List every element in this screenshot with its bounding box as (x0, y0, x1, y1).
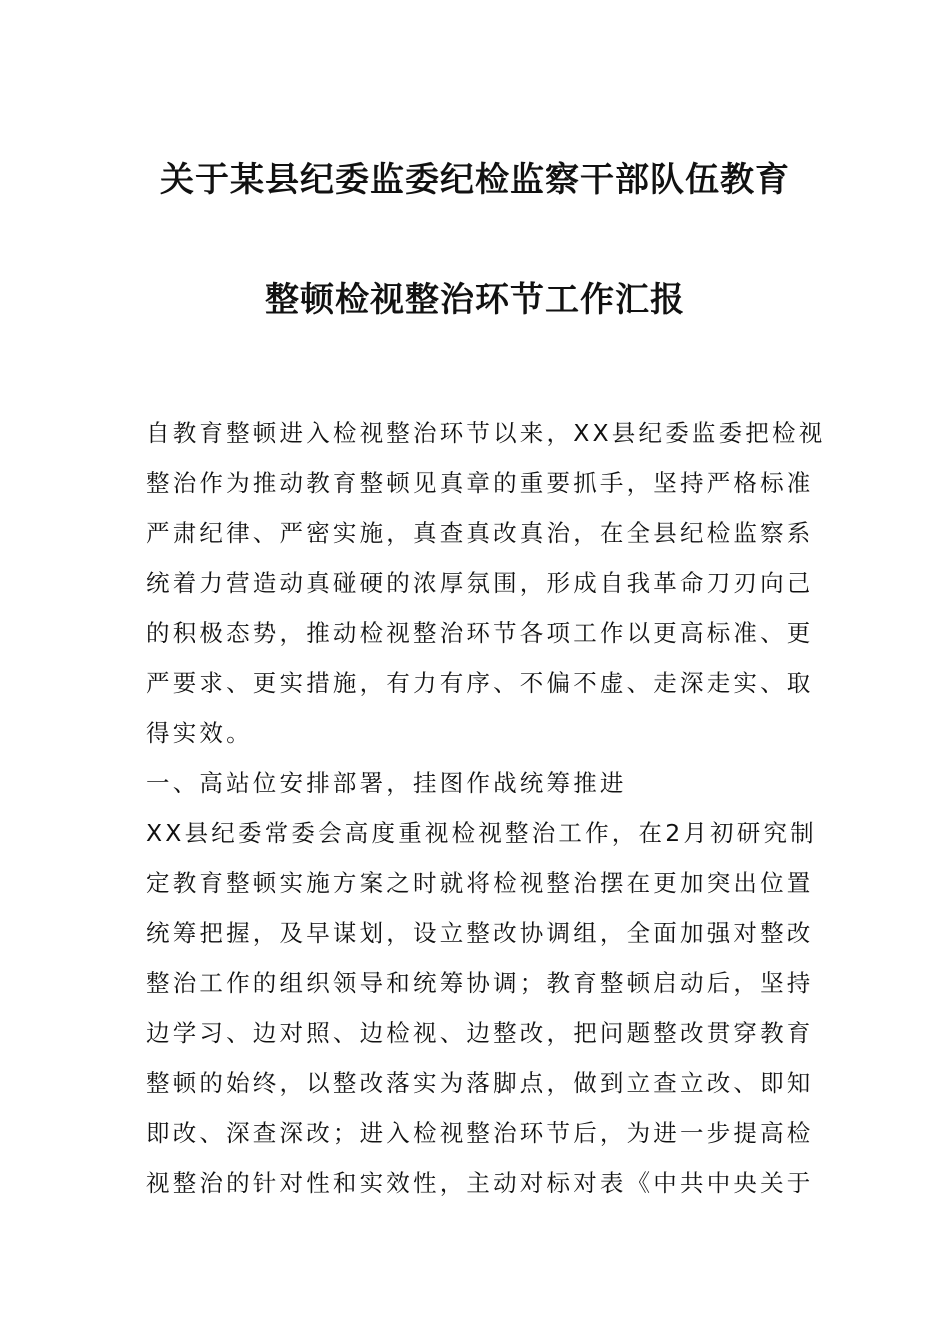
text-line: 的积极态势，推动检视整治环节各项工作以更高标准、更 (146, 619, 814, 647)
document-body (146, 408, 826, 1208)
text-line: 定教育整顿实施方案之时就将检视整治摆在更加突出位置 (146, 869, 814, 897)
text-line: 严要求、更实措施，有力有序、不偏不虚、走深走实、取 (146, 669, 814, 697)
text-line: 整顿的始终，以整改落实为落脚点，做到立查立改、即知 (146, 1069, 814, 1097)
section-heading-text: 一、高站位安排部署，挂图作战统筹推进 (146, 769, 627, 797)
paragraph-section-1 (146, 808, 817, 1208)
section-heading (146, 758, 806, 808)
text-line: 得实效。 (146, 719, 253, 747)
text-line: 边学习、边对照、边检视、边整改，把问题整改贯穿教育 (146, 1019, 814, 1047)
document-title-line-2: 整顿检视整治环节工作汇报 (265, 280, 685, 320)
text-line: 即改、深查深改；进入检视整治环节后，为进一步提高检 (146, 1119, 814, 1147)
text-line: 统着力营造动真碰硬的浓厚氛围，形成自我革命刀刃向己 (146, 569, 814, 597)
document-title-line-1: 关于某县纪委监委纪检监察干部队伍教育 (160, 160, 790, 200)
text-line: 整治工作的组织领导和统筹协调；教育整顿启动后，坚持 (146, 969, 814, 997)
text-line: 视整治的针对性和实效性，主动对标对表《中共中央关于 (146, 1169, 814, 1197)
text-line: 自教育整顿进入检视整治环节以来，XX县纪委监委把检视 (146, 419, 826, 447)
text-line: 整治作为推动教育整顿见真章的重要抓手，坚持严格标准 (146, 469, 814, 497)
paragraph-intro (146, 408, 826, 758)
text-line: 严肃纪律、严密实施，真查真改真治，在全县纪检监察系 (146, 519, 814, 547)
text-line: 统筹把握，及早谋划，设立整改协调组，全面加强对整改 (146, 919, 814, 947)
text-line: XX县纪委常委会高度重视检视整治工作，在2月初研究制 (146, 819, 817, 847)
